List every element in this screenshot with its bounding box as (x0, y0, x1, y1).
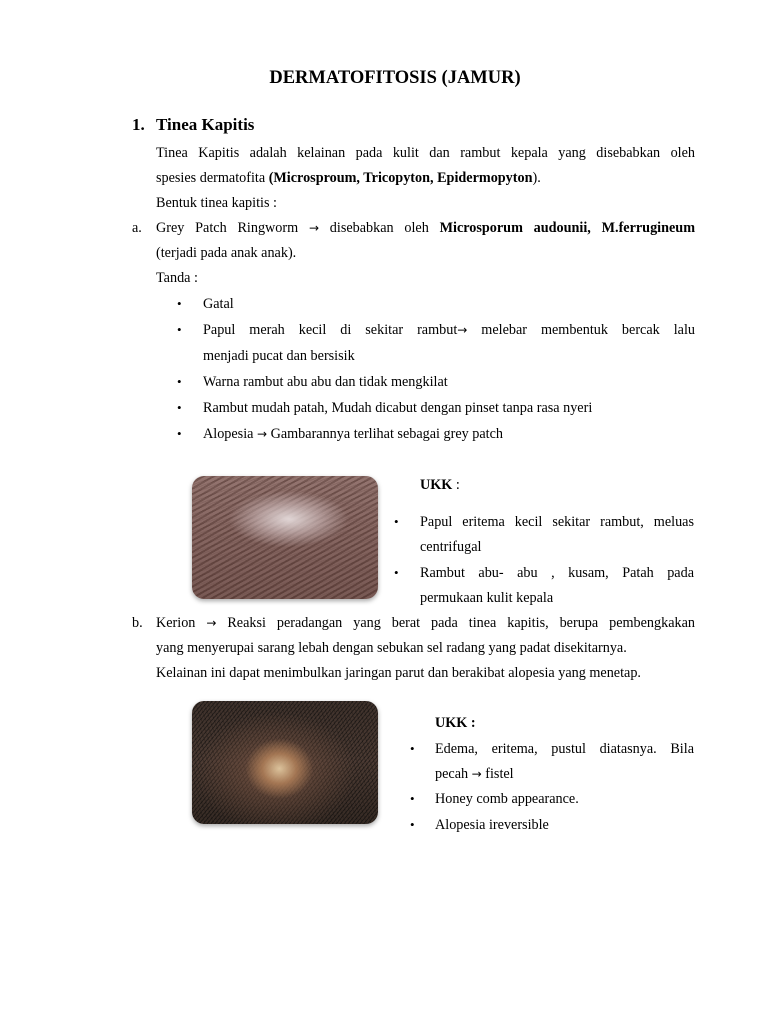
arrow-right-icon: → (308, 221, 319, 235)
intro-line-2-suffix: ). (532, 170, 541, 186)
ukk-b-label: UKK : (435, 715, 476, 731)
ukk-b-item: Honey comb appearance. (435, 791, 579, 807)
bullet-icon: • (410, 741, 415, 756)
arrow-right-icon: → (457, 323, 468, 337)
item-a-text1: Grey Patch Ringworm (156, 220, 299, 236)
bullet-icon: • (177, 374, 182, 389)
bullet-icon: • (410, 791, 415, 806)
ukk-b-heading (435, 713, 476, 733)
arrow-right-icon: → (206, 616, 217, 630)
ukk-a-item: Papul eritema kecil sekitar rambut, meluas (420, 514, 694, 530)
bullet-icon: • (394, 565, 399, 580)
ukk-a-colon: : (452, 477, 460, 493)
forms-label: Bentuk tinea kapitis : (156, 195, 277, 211)
ukk-b-suffix: fistel (481, 766, 514, 782)
kerion-photo (192, 701, 378, 824)
arrow-right-icon: → (256, 427, 268, 441)
sign-text2: Gambarannya terlihat sebagai grey patch (267, 426, 504, 442)
ukk-a-item-continuation: centrifugal (420, 539, 482, 555)
item-b-line-1 (156, 613, 695, 633)
arrow-right-icon: → (471, 767, 482, 781)
bullet-icon: • (177, 400, 182, 415)
ukk-a-item-continuation: permukaan kulit kepala (420, 590, 554, 606)
ukk-b-item: Edema, eritema, pustul diatasnya. Bila (435, 741, 694, 757)
page-title: DERMATOFITOSIS (JAMUR) (269, 68, 521, 88)
sign-text1: Papul merah kecil di sekitar rambut (203, 322, 458, 338)
section-heading: Tinea Kapitis (156, 115, 255, 134)
sign-item: Gatal (203, 296, 234, 312)
organism-list: (Microsproum, Tricopyton, Epidermopyton (268, 170, 533, 186)
ukk-b-item: Alopesia ireversible (435, 817, 549, 833)
bullet-icon: • (394, 514, 399, 529)
signs-label: Tanda : (156, 270, 198, 286)
ukk-b-prefix: pecah (435, 766, 472, 782)
item-a-text2: disebabkan oleh (319, 220, 440, 236)
sign-text1: Alopesia (203, 426, 257, 442)
intro-line-2 (156, 168, 541, 188)
ukk-a-heading (420, 475, 460, 495)
bullet-icon: • (177, 296, 182, 311)
bullet-icon: • (410, 817, 415, 832)
sign-text2: melebar membentuk bercak lalu (467, 322, 695, 338)
item-b-prefix: Kerion (156, 615, 207, 631)
item-a-organisms: Microsporum audounii, M.ferrugineum (439, 220, 696, 236)
sign-item: Rambut mudah patah, Mudah dicabut dengan pinset tanpa rasa nyeri (203, 400, 593, 416)
ukk-a-label: UKK (420, 477, 453, 493)
item-a-marker: a. (132, 220, 142, 236)
intro-line-2-prefix: spesies dermatofita (156, 170, 269, 186)
section-number: 1. (132, 115, 145, 134)
sign-item-continuation: menjadi pucat dan bersisik (203, 348, 355, 364)
bullet-icon: • (177, 322, 182, 337)
sign-item (203, 424, 503, 444)
item-a-line-1 (156, 218, 695, 238)
item-b-line-2: yang menyerupai sarang lebah dengan sebukan sel radang yang padat disekitarnya. (156, 640, 627, 656)
grey-patch-photo (192, 476, 378, 599)
item-a-line-2: (terjadi pada anak anak). (156, 245, 297, 261)
item-b-line-3: Kelainan ini dapat menimbulkan jaringan parut dan berakibat alopesia yang menetap. (156, 665, 641, 681)
ukk-b-item-continuation (435, 764, 514, 784)
item-b-suffix: Reaksi peradangan yang berat pada tinea kapitis, berupa pembengkakan (216, 615, 695, 631)
intro-line-1: Tinea Kapitis adalah kelainan pada kulit dan rambut kepala yang disebabkan oleh (156, 145, 695, 161)
item-b-marker: b. (132, 615, 143, 631)
bullet-icon: • (177, 426, 182, 441)
ukk-a-item: Rambut abu- abu , kusam, Patah pada (420, 565, 694, 581)
sign-item: Warna rambut abu abu dan tidak mengkilat (203, 374, 448, 390)
sign-item (203, 320, 695, 340)
